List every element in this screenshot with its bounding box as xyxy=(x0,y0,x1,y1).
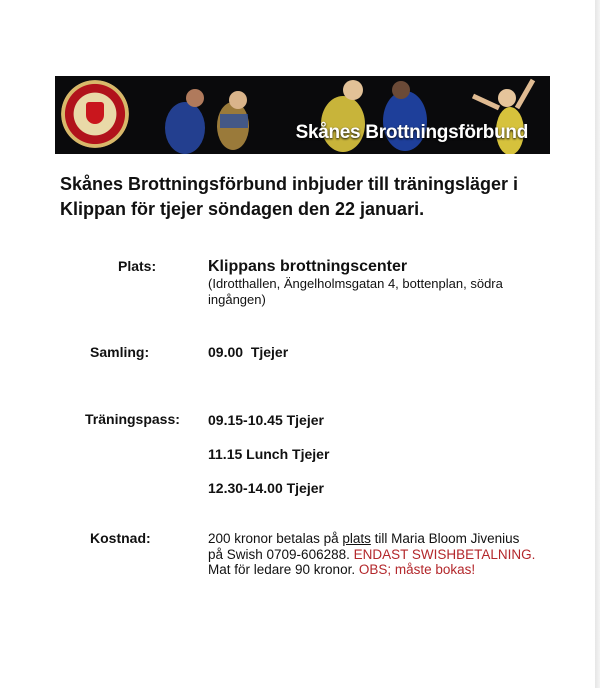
cost-plats-underlined: plats xyxy=(342,531,371,546)
cost-text-part: till Maria Bloom Jivenius xyxy=(370,531,520,546)
samling-label: Samling: xyxy=(90,344,150,360)
session-item: 11.15 Lunch Tjejer xyxy=(208,446,330,462)
samling-value: 09.00 Tjejer xyxy=(208,344,289,360)
swish-number: på Swish 0709-606288. xyxy=(208,546,354,562)
session-item: 09.15-10.45 Tjejer xyxy=(208,412,324,428)
cost-text-part: 200 kronor betalas på xyxy=(208,531,343,546)
session-item: 12.30-14.00 Tjejer xyxy=(208,480,324,496)
venue-name: Klippans brottningscenter xyxy=(208,258,408,275)
banner-title: Skånes Brottningsförbund xyxy=(295,122,528,143)
invitation-heading: Skånes Brottningsförbund inbjuder till träningsläger i Klippan för tjejer söndagen den 22 januari. xyxy=(60,174,519,219)
leader-food-cost: Mat för ledare 90 kronor. xyxy=(208,562,359,577)
venue-address: (Idrotthallen, Ängelholmsgatan 4, bottenplan, södra ingången) xyxy=(208,276,503,307)
booking-required-notice: OBS; måste bokas! xyxy=(358,562,476,577)
header-banner xyxy=(55,76,550,154)
page-edge xyxy=(595,0,600,688)
swish-only-notice: ENDAST SWISHBETALNING. xyxy=(353,546,536,562)
traningspass-label: Träningspass: xyxy=(85,411,180,427)
plats-label: Plats: xyxy=(118,258,157,274)
cost-details xyxy=(208,531,538,578)
kostnad-label: Kostnad: xyxy=(90,530,151,546)
